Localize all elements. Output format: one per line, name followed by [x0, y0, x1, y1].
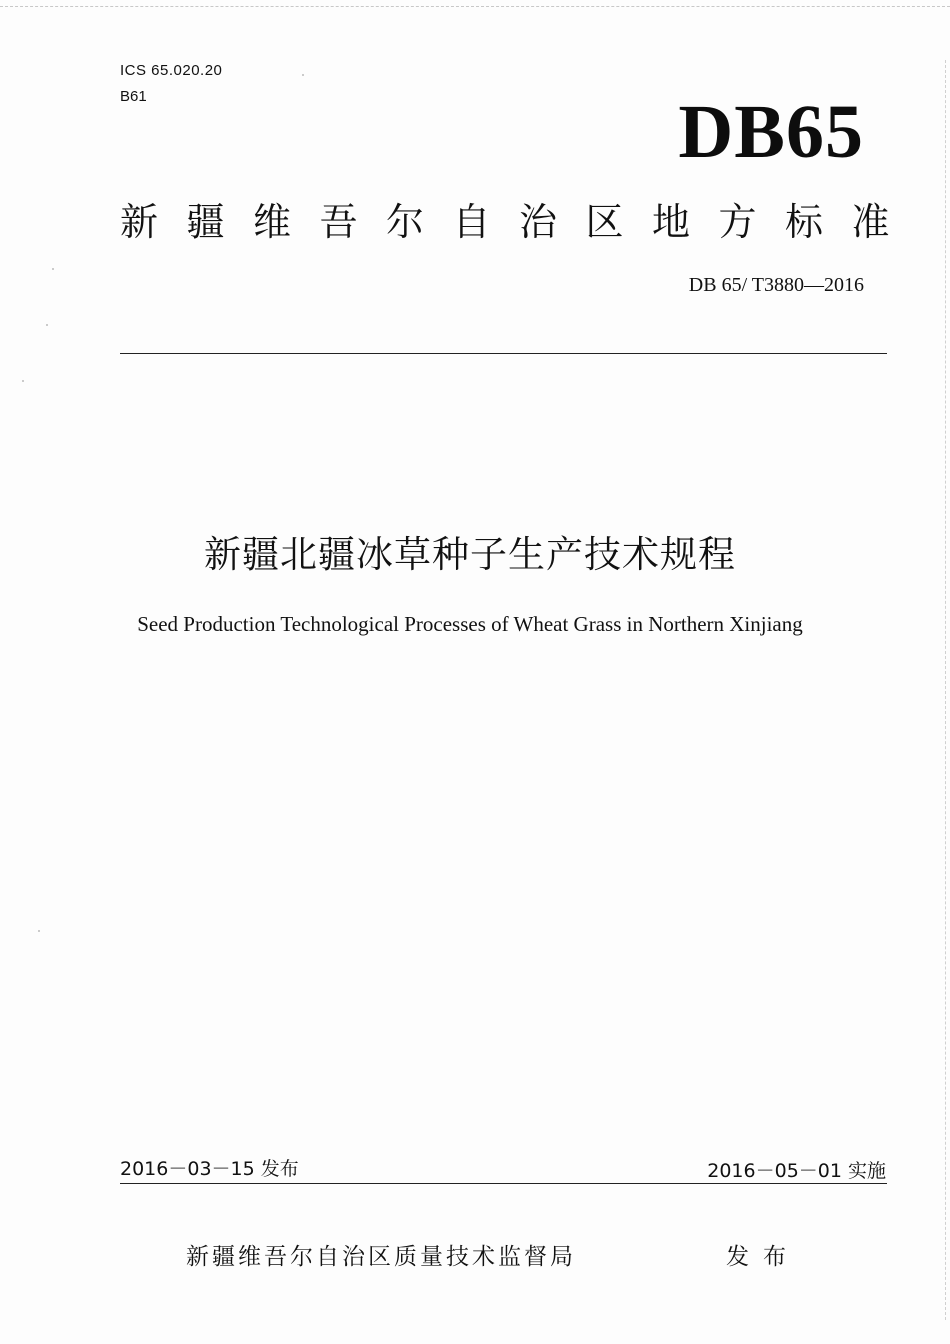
scan-speck	[52, 268, 54, 270]
top-divider	[120, 353, 887, 354]
ccs-code: B61	[120, 88, 147, 105]
scan-speck	[302, 74, 304, 76]
scan-edge-right	[944, 60, 946, 1320]
issue-date: 2016－03－15 发布	[120, 1158, 299, 1180]
publisher-name: 新疆维吾尔自治区质量技术监督局	[186, 1244, 576, 1270]
standard-number: DB 65/ T3880—2016	[688, 274, 864, 296]
standard-type-title: 新疆维吾尔自治区地方标准	[120, 200, 919, 244]
document-title-english: Seed Production Technological Processes of Wheat Grass in Northern Xinjiang	[137, 612, 803, 636]
scan-speck	[22, 380, 24, 382]
document-title-chinese: 新疆北疆冰草种子生产技术规程	[204, 533, 736, 576]
scan-speck	[38, 930, 40, 932]
scan-speck	[46, 324, 48, 326]
ics-code: ICS 65.020.20	[120, 62, 223, 79]
scan-edge-top	[0, 0, 950, 7]
publish-label: 发布	[726, 1244, 800, 1270]
standard-logo: DB65	[678, 90, 864, 174]
implementation-date: 2016－05－01 实施	[707, 1160, 886, 1182]
bottom-divider	[120, 1183, 887, 1184]
